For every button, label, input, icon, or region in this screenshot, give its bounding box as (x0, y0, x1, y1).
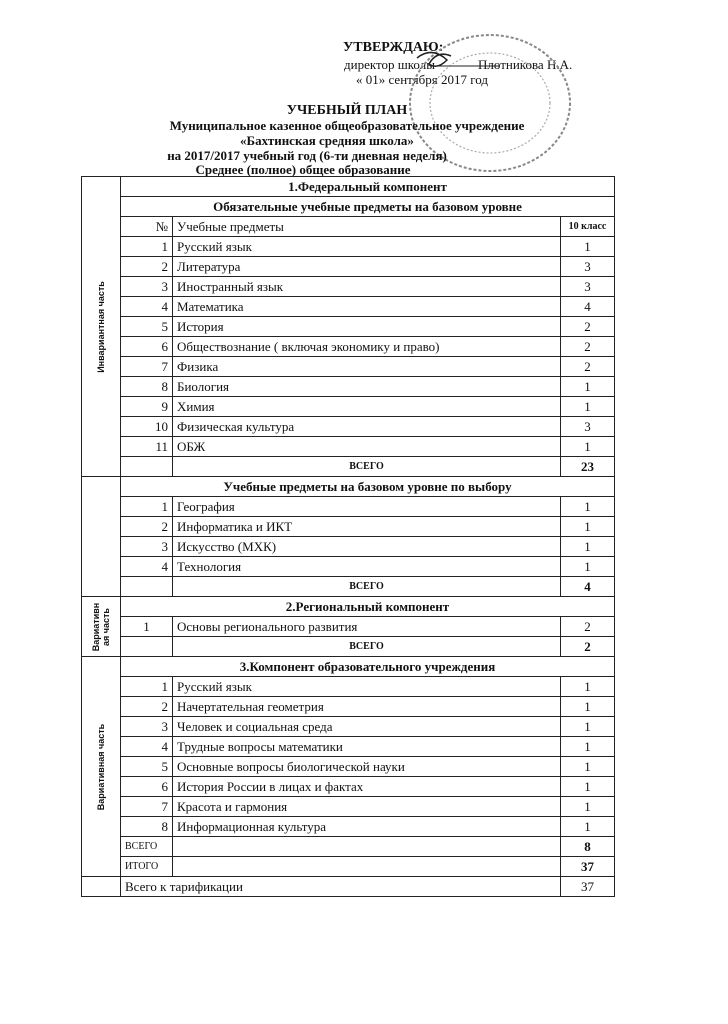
grand-total-value: 37 (561, 857, 615, 877)
subject-name: Русский язык (173, 677, 561, 697)
subject-name: Обществознание ( включая экономику и право) (173, 337, 561, 357)
table-row (82, 237, 615, 257)
row-number: 11 (121, 437, 173, 457)
subject-name: Литература (173, 257, 561, 277)
hours-value: 1 (561, 797, 615, 817)
row-number: 5 (121, 757, 173, 777)
side-label-cell (82, 597, 121, 657)
subject-name: Человек и социальная среда (173, 717, 561, 737)
hours-value: 3 (561, 417, 615, 437)
row-number: 2 (121, 517, 173, 537)
elective-total-row (82, 577, 615, 597)
row-number: 4 (121, 297, 173, 317)
subject-name: Информационная культура (173, 817, 561, 837)
hours-value: 1 (561, 517, 615, 537)
row-number: 4 (121, 737, 173, 757)
row-number: 1 (121, 677, 173, 697)
grand-total-row (82, 857, 615, 877)
school-total-label: ВСЕГО (121, 837, 173, 857)
row-number: 1 (121, 237, 173, 257)
table-row (82, 317, 615, 337)
approval-name: Плотникова Н.А. (478, 57, 573, 72)
hours-value: 1 (561, 237, 615, 257)
table-row (82, 697, 615, 717)
approval-title: УТВЕРЖДАЮ: (343, 40, 444, 55)
tariff-row (82, 877, 615, 897)
hours-value: 1 (561, 817, 615, 837)
side-label-cell (82, 177, 121, 477)
row-number: 3 (121, 717, 173, 737)
row-number: 1 (121, 497, 173, 517)
table-row (82, 397, 615, 417)
row-number: 9 (121, 397, 173, 417)
table-row (82, 797, 615, 817)
table-row (82, 377, 615, 397)
table-row (82, 417, 615, 437)
table-row (82, 497, 615, 517)
row-number: 4 (121, 557, 173, 577)
elective-total-label: ВСЕГО (173, 577, 561, 597)
subject-name: Химия (173, 397, 561, 417)
subject-name: Иностранный язык (173, 277, 561, 297)
row-number: 8 (121, 817, 173, 837)
row-number: 2 (121, 257, 173, 277)
side-label-cell (82, 657, 121, 877)
subject-name: Технология (173, 557, 561, 577)
table-row (82, 817, 615, 837)
hours-value: 1 (561, 757, 615, 777)
hours-value: 3 (561, 257, 615, 277)
plan-title: УЧЕБНЫЙ ПЛАН (286, 103, 408, 118)
table-row (82, 337, 615, 357)
hours-value: 1 (561, 377, 615, 397)
subject-name: ОБЖ (173, 437, 561, 457)
row-number: 6 (121, 777, 173, 797)
elective-total-value: 4 (561, 577, 615, 597)
row-number: 10 (121, 417, 173, 437)
table-row (82, 517, 615, 537)
federal-title-row (82, 177, 615, 197)
regional-total-value: 2 (561, 637, 615, 657)
hours-value: 1 (561, 397, 615, 417)
academic-year: на 2017/2017 учебный год (6-ти дневная неделя) (167, 148, 447, 163)
regional-total-label: ВСЕГО (173, 637, 561, 657)
grand-total-label: ИТОГО (121, 857, 173, 877)
hours-value: 1 (561, 717, 615, 737)
table-row (82, 537, 615, 557)
subject-name: Начертательная геометрия (173, 697, 561, 717)
mandatory-total-value: 23 (561, 457, 615, 477)
subject-name: Искусство (МХК) (173, 537, 561, 557)
tariff-label: Всего к тарификации (121, 877, 561, 897)
hours-value: 1 (561, 677, 615, 697)
table-row (82, 557, 615, 577)
education-level: Среднее (полное) общее образование (195, 162, 411, 177)
row-number: 3 (121, 537, 173, 557)
subject-name: Информатика и ИКТ (173, 517, 561, 537)
subject-name: Трудные вопросы математики (173, 737, 561, 757)
side-label: Вариативн ая часть (91, 602, 111, 651)
table-row (82, 777, 615, 797)
row-number: 3 (121, 277, 173, 297)
school-total-row (82, 837, 615, 857)
hours-value: 1 (561, 537, 615, 557)
school-title: 3.Компонент образовательного учреждения (121, 657, 615, 677)
hours-value: 2 (561, 337, 615, 357)
hours-value: 1 (561, 777, 615, 797)
regional-title: 2.Региональный компонент (121, 597, 615, 617)
hours-value: 1 (561, 557, 615, 577)
row-number: 7 (121, 357, 173, 377)
school-name: «Бахтинская средняя школа» (240, 133, 414, 148)
tariff-value: 37 (561, 877, 615, 897)
row-number: 2 (121, 697, 173, 717)
mandatory-total-label: ВСЕГО (173, 457, 561, 477)
subject-name: Физическая культура (173, 417, 561, 437)
hours-value: 1 (561, 497, 615, 517)
subject-name: История (173, 317, 561, 337)
row-number: 8 (121, 377, 173, 397)
hours-value: 2 (561, 317, 615, 337)
org-name: Муниципальное казенное общеобразовательное учреждение (169, 118, 525, 133)
subject-name: Физика (173, 357, 561, 377)
subject-name: Основы регионального развития (173, 617, 561, 637)
elective-title: Учебные предметы на базовом уровне по выбору (121, 477, 615, 497)
approval-position: директор школы (344, 57, 435, 72)
subject-name: География (173, 497, 561, 517)
subject-name: Биология (173, 377, 561, 397)
subject-name: Красота и гармония (173, 797, 561, 817)
subject-name: Основные вопросы биологической науки (173, 757, 561, 777)
mandatory-total-row (82, 457, 615, 477)
school-total-value: 8 (561, 837, 615, 857)
hours-value: 4 (561, 297, 615, 317)
col-subject: Учебные предметы (173, 217, 561, 237)
table-row (82, 277, 615, 297)
table-row (82, 437, 615, 457)
subject-name: Русский язык (173, 237, 561, 257)
subject-name: История России в лицах и фактах (173, 777, 561, 797)
table-row (82, 297, 615, 317)
side-label-cell (82, 477, 121, 597)
row-number: 5 (121, 317, 173, 337)
subject-name: Математика (173, 297, 561, 317)
mandatory-title-row (82, 197, 615, 217)
col-num: № (121, 217, 173, 237)
table-row (82, 357, 615, 377)
table-row (82, 617, 615, 637)
col-grade: 10 класс (561, 217, 615, 237)
curriculum-table (81, 176, 615, 897)
table-row (82, 257, 615, 277)
row-number: 7 (121, 797, 173, 817)
approval-date: « 01» сентября 2017 год (356, 72, 488, 87)
column-header-row (82, 217, 615, 237)
hours-value: 1 (561, 697, 615, 717)
side-label: Инвариантная часть (96, 280, 106, 373)
hours-value: 2 (561, 617, 615, 637)
row-number: 6 (121, 337, 173, 357)
regional-total-row (82, 637, 615, 657)
table-row (82, 717, 615, 737)
federal-title: 1.Федеральный компонент (121, 177, 615, 197)
table-row (82, 757, 615, 777)
hours-value: 1 (561, 437, 615, 457)
hours-value: 3 (561, 277, 615, 297)
hours-value: 2 (561, 357, 615, 377)
table-row (82, 737, 615, 757)
mandatory-title: Обязательные учебные предметы на базовом уровне (121, 197, 615, 217)
hours-value: 1 (561, 737, 615, 757)
table-row (82, 677, 615, 697)
side-label: Вариативная часть (96, 723, 106, 810)
row-number: 1 (121, 617, 173, 637)
regional-title-row (82, 597, 615, 617)
school-title-row (82, 657, 615, 677)
elective-title-row (82, 477, 615, 497)
